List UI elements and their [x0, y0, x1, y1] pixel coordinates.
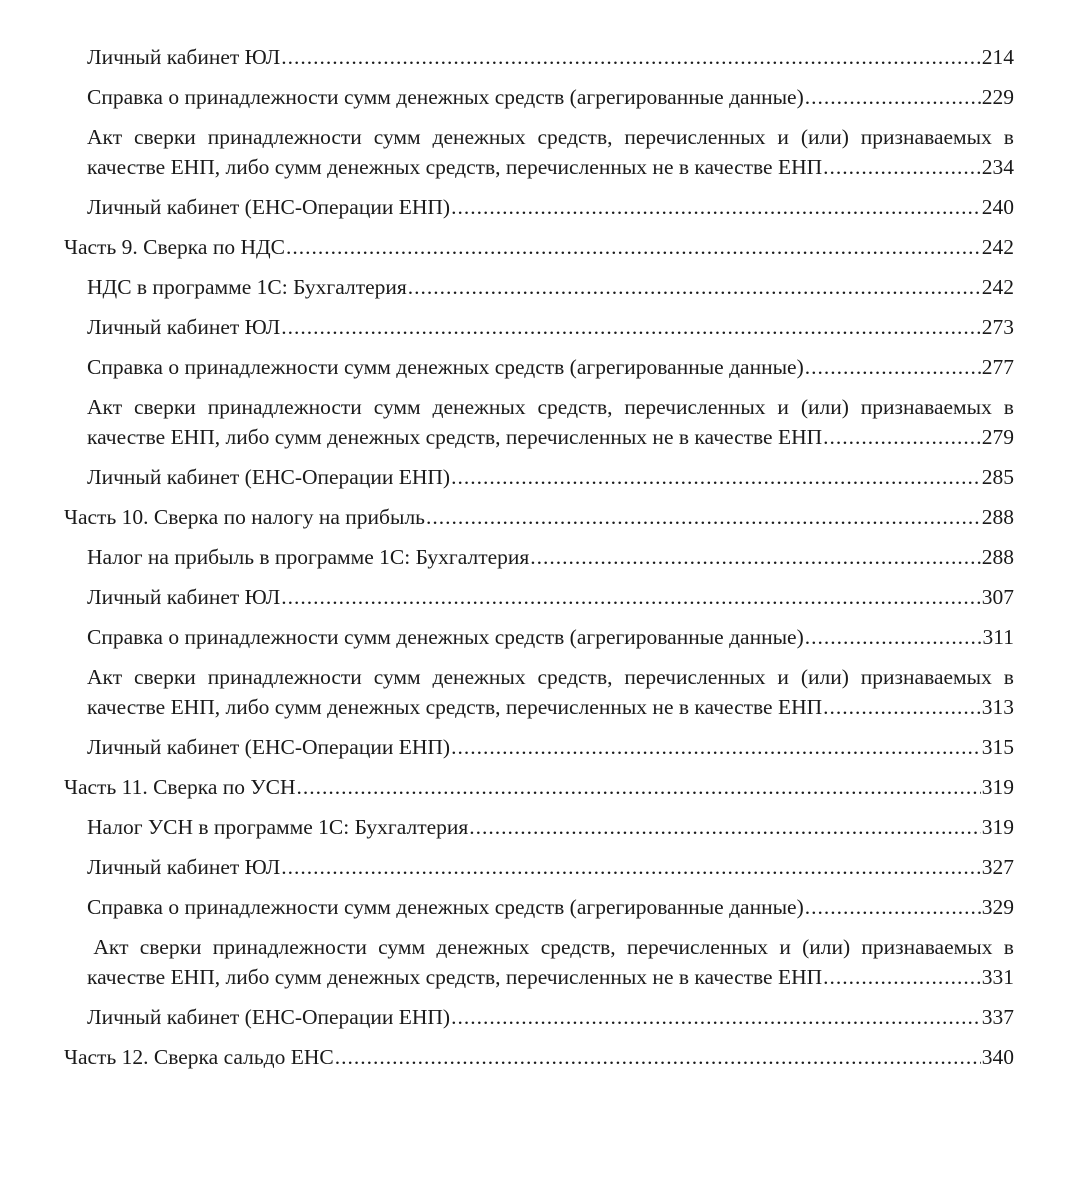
toc-word: (или) — [800, 665, 849, 689]
toc-entry-title: Справка о принадлежности сумм денежных средств (агрегированные данные) — [87, 625, 804, 649]
dot-leader — [451, 192, 981, 222]
toc-word: сумм — [373, 665, 421, 689]
toc-page-number: 313 — [981, 695, 1014, 719]
toc-chapter-entry[interactable] — [0, 502, 1014, 532]
toc-page-number: 285 — [981, 465, 1014, 489]
toc-entry-title: Личный кабинет (ЕНС-Операции ЕНП) — [87, 1005, 451, 1029]
toc-page-number: 327 — [981, 855, 1014, 879]
toc-word: принадлежности — [207, 665, 362, 689]
toc-entry-line — [87, 42, 1014, 72]
toc-entry-line — [87, 542, 1014, 572]
toc-entry-line — [64, 502, 1014, 532]
toc-page-number: 214 — [981, 45, 1014, 69]
toc-chapter-entry[interactable] — [0, 772, 1014, 802]
dot-leader — [451, 462, 981, 492]
toc-page-number: 288 — [981, 545, 1014, 569]
toc-entry-title-first-line — [87, 392, 1014, 422]
dot-leader — [823, 152, 981, 182]
dot-leader — [286, 232, 981, 262]
toc-word: (или) — [800, 125, 849, 149]
toc-entry-title: Личный кабинет ЮЛ — [87, 585, 281, 609]
toc-word: средств, — [537, 395, 613, 419]
toc-word: средств, — [537, 665, 613, 689]
toc-word: перечисленных — [624, 395, 766, 419]
toc-entry-line — [87, 82, 1014, 112]
toc-entry-title-first-line — [87, 122, 1014, 152]
toc-entry-title: НДС в программе 1С: Бухгалтерия — [87, 275, 407, 299]
toc-entry-line — [87, 272, 1014, 302]
toc-entry-line — [87, 152, 1014, 182]
toc-word: признаваемых — [860, 395, 992, 419]
dot-leader — [805, 352, 981, 382]
toc-word: сумм — [373, 125, 421, 149]
dot-leader — [297, 772, 981, 802]
toc-section-entry[interactable] — [0, 852, 1014, 882]
dot-leader — [451, 1002, 981, 1032]
toc-word: в — [1003, 395, 1014, 419]
toc-word: перечисленных — [624, 125, 766, 149]
toc-page-number: 277 — [981, 355, 1014, 379]
toc-entry-title-first-line — [87, 932, 1014, 962]
dot-leader — [281, 582, 980, 612]
toc-page-number: 240 — [981, 195, 1014, 219]
toc-entry-title: Личный кабинет ЮЛ — [87, 855, 281, 879]
toc-section-entry[interactable] — [0, 892, 1014, 922]
dot-leader — [281, 42, 980, 72]
toc-entry-line — [87, 192, 1014, 222]
toc-entry-title: Налог УСН в программе 1С: Бухгалтерия — [87, 815, 469, 839]
toc-entry-title: качестве ЕНП, либо сумм денежных средств, перечисленных не в качестве ЕНП — [87, 965, 823, 989]
toc-word: принадлежности — [212, 935, 367, 959]
toc-entry-title: качестве ЕНП, либо сумм денежных средств, перечисленных не в качестве ЕНП — [87, 425, 823, 449]
toc-page-number: 307 — [981, 585, 1014, 609]
toc-page-number: 234 — [981, 155, 1014, 179]
toc-page-number: 229 — [981, 85, 1014, 109]
toc-word: перечисленных — [624, 665, 766, 689]
toc-word: принадлежности — [207, 395, 362, 419]
toc-entry-title: Личный кабинет ЮЛ — [87, 315, 281, 339]
toc-entry-title: Личный кабинет (ЕНС-Операции ЕНП) — [87, 465, 451, 489]
toc-entry-line — [64, 232, 1014, 262]
toc-section-entry[interactable] — [0, 812, 1014, 842]
toc-page-number: 311 — [982, 625, 1014, 649]
toc-section-entry[interactable] — [0, 122, 1014, 182]
dot-leader — [805, 82, 981, 112]
toc-section-entry[interactable] — [0, 352, 1014, 382]
toc-page-number: 288 — [981, 505, 1014, 529]
toc-entry-title: Справка о принадлежности сумм денежных средств (агрегированные данные) — [87, 355, 804, 379]
toc-word: принадлежности — [207, 125, 362, 149]
toc-section-entry[interactable] — [0, 312, 1014, 342]
toc-word: перечисленных — [626, 935, 769, 959]
toc-entry-line — [87, 732, 1014, 762]
toc-section-entry[interactable] — [0, 42, 1014, 72]
toc-section-entry[interactable] — [0, 462, 1014, 492]
dot-leader — [408, 272, 981, 302]
toc-entry-title-first-line — [87, 662, 1014, 692]
toc-word: сумм — [373, 395, 421, 419]
toc-word: и — [779, 935, 791, 959]
toc-entry-line — [87, 1002, 1014, 1032]
toc-word: Акт — [87, 125, 123, 149]
dot-leader — [805, 622, 982, 652]
toc-entry-title: Часть 9. Сверка по НДС — [64, 235, 285, 259]
toc-page-number: 331 — [981, 965, 1014, 989]
toc-word: Акт — [87, 665, 123, 689]
toc-entry-line — [87, 352, 1014, 382]
toc-word: (или) — [802, 935, 851, 959]
dot-leader — [823, 962, 981, 992]
toc-entry-line — [87, 892, 1014, 922]
toc-word: признаваемых — [861, 935, 993, 959]
dot-leader — [823, 692, 981, 722]
dot-leader — [451, 732, 981, 762]
toc-section-entry[interactable] — [0, 582, 1014, 612]
dot-leader — [281, 312, 980, 342]
toc-section-entry[interactable] — [0, 82, 1014, 112]
toc-page-number: 337 — [981, 1005, 1014, 1029]
toc-entry-line — [87, 692, 1014, 722]
dot-leader — [530, 542, 980, 572]
toc-word: и — [777, 125, 789, 149]
toc-page-number: 273 — [981, 315, 1014, 339]
toc-page-number: 279 — [981, 425, 1014, 449]
toc-page-number: 242 — [981, 235, 1014, 259]
table-of-contents — [0, 42, 1080, 1082]
toc-word: и — [777, 395, 789, 419]
toc-word: денежных — [432, 395, 526, 419]
toc-entry-line — [87, 312, 1014, 342]
toc-section-entry[interactable] — [0, 732, 1014, 762]
toc-entry-line — [87, 812, 1014, 842]
toc-entry-line — [87, 962, 1014, 992]
toc-entry-line — [64, 1042, 1014, 1072]
toc-entry-line — [87, 582, 1014, 612]
toc-word: денежных — [432, 125, 526, 149]
dot-leader — [805, 892, 981, 922]
toc-page-number: 319 — [981, 775, 1014, 799]
dot-leader — [469, 812, 980, 842]
dot-leader — [335, 1042, 981, 1072]
toc-entry-line — [87, 622, 1014, 652]
toc-word: Акт — [87, 935, 129, 959]
toc-page-number: 329 — [981, 895, 1014, 919]
toc-word: средств, — [537, 125, 613, 149]
toc-word: сверки — [139, 935, 202, 959]
toc-word: сверки — [133, 665, 196, 689]
toc-section-entry[interactable] — [0, 542, 1014, 572]
toc-entry-line — [64, 772, 1014, 802]
toc-entry-title: Личный кабинет ЮЛ — [87, 45, 281, 69]
toc-page-number: 340 — [981, 1045, 1014, 1069]
toc-entry-title: Часть 12. Сверка сальдо ЕНС — [64, 1045, 334, 1069]
toc-entry-line — [87, 462, 1014, 492]
toc-section-entry[interactable] — [0, 272, 1014, 302]
toc-entry-title: качестве ЕНП, либо сумм денежных средств, перечисленных не в качестве ЕНП — [87, 155, 823, 179]
toc-word: признаваемых — [860, 665, 992, 689]
toc-entry-title: Часть 11. Сверка по УСН — [64, 775, 296, 799]
toc-word: Акт — [87, 395, 123, 419]
toc-page-number: 319 — [981, 815, 1014, 839]
toc-word: в — [1003, 935, 1014, 959]
toc-entry-title: Справка о принадлежности сумм денежных средств (агрегированные данные) — [87, 85, 804, 109]
toc-word: средств, — [540, 935, 616, 959]
dot-leader — [823, 422, 981, 452]
toc-chapter-entry[interactable] — [0, 1042, 1014, 1072]
toc-word: и — [777, 665, 789, 689]
toc-entry-title: качестве ЕНП, либо сумм денежных средств, перечисленных не в качестве ЕНП — [87, 695, 823, 719]
toc-section-entry[interactable] — [0, 392, 1014, 452]
toc-entry-title: Личный кабинет (ЕНС-Операции ЕНП) — [87, 735, 451, 759]
dot-leader — [281, 852, 980, 882]
toc-chapter-entry[interactable] — [0, 232, 1014, 262]
toc-page-number: 242 — [981, 275, 1014, 299]
toc-word: сверки — [133, 125, 196, 149]
toc-section-entry[interactable] — [0, 622, 1014, 652]
toc-section-entry[interactable] — [0, 192, 1014, 222]
toc-section-entry[interactable] — [0, 662, 1014, 722]
toc-section-entry[interactable] — [0, 932, 1014, 992]
toc-word: денежных — [436, 935, 530, 959]
toc-word: в — [1003, 665, 1014, 689]
toc-entry-title: Налог на прибыль в программе 1С: Бухгалтерия — [87, 545, 530, 569]
toc-page-number: 315 — [981, 735, 1014, 759]
toc-word: в — [1003, 125, 1014, 149]
toc-word: денежных — [432, 665, 526, 689]
toc-word: (или) — [800, 395, 849, 419]
toc-word: сверки — [133, 395, 196, 419]
toc-word: признаваемых — [860, 125, 992, 149]
toc-entry-title: Справка о принадлежности сумм денежных средств (агрегированные данные) — [87, 895, 804, 919]
toc-entry-title: Часть 10. Сверка по налогу на прибыль — [64, 505, 425, 529]
toc-entry-title: Личный кабинет (ЕНС-Операции ЕНП) — [87, 195, 451, 219]
toc-word: сумм — [378, 935, 426, 959]
toc-entry-line — [87, 852, 1014, 882]
toc-entry-line — [87, 422, 1014, 452]
toc-section-entry[interactable] — [0, 1002, 1014, 1032]
dot-leader — [426, 502, 981, 532]
